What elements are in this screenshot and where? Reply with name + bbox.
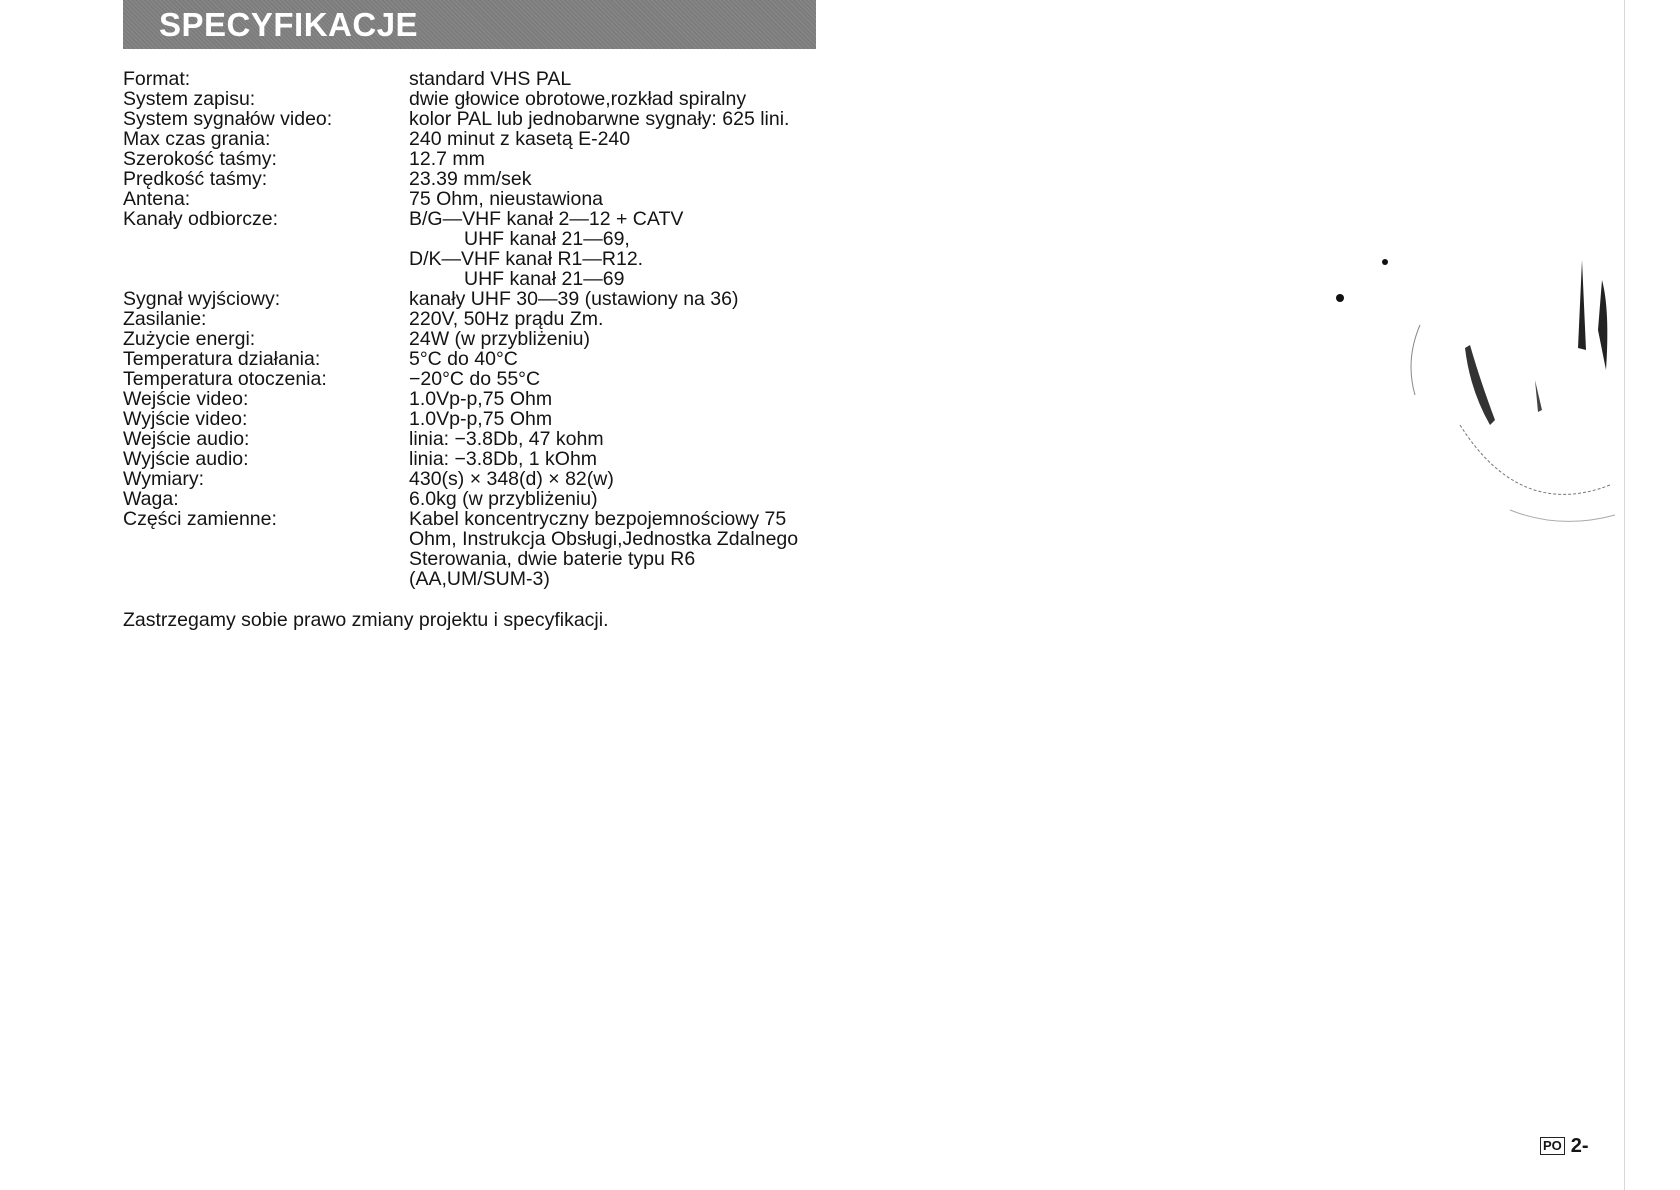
- spec-row: [123, 309, 843, 329]
- specifications-table: [123, 69, 843, 589]
- spec-row: [123, 389, 843, 409]
- spec-value-line: B/G—VHF kanał 2—12 + CATV: [409, 208, 684, 230]
- spec-label: Prędkość taśmy:: [123, 168, 268, 190]
- spec-row: [123, 449, 843, 469]
- spec-value-line: 23.39 mm/sek: [409, 168, 532, 190]
- spec-label: Części zamienne:: [123, 508, 277, 530]
- spec-label: Zasilanie:: [123, 308, 207, 330]
- page-edge-line: [1624, 0, 1625, 1190]
- spec-label: Antena:: [123, 188, 191, 210]
- spec-value: [409, 69, 843, 89]
- spec-value: [409, 389, 843, 409]
- spec-value-line: 12.7 mm: [409, 148, 485, 170]
- spec-label: Wymiary:: [123, 468, 205, 490]
- spec-value: [409, 109, 843, 129]
- language-code-badge: PO: [1540, 1137, 1565, 1155]
- spec-value-line: UHF kanał 21—69: [464, 268, 625, 290]
- spec-row: [123, 349, 843, 369]
- spec-value: [409, 369, 843, 389]
- spec-row: [123, 189, 843, 209]
- spec-label: Zużycie energi:: [123, 328, 256, 350]
- spec-value-line: 1.0Vp-p,75 Ohm: [409, 388, 553, 410]
- spec-label: Waga:: [123, 488, 179, 510]
- spec-row: [123, 169, 843, 189]
- spec-value: [409, 169, 843, 189]
- spec-value: [409, 149, 843, 169]
- spec-value-line: 430(s) × 348(d) × 82(w): [409, 468, 614, 490]
- spec-value-line: 220V, 50Hz prądu Zm.: [409, 308, 604, 330]
- spec-row: [123, 129, 843, 149]
- spec-label: Temperatura otoczenia:: [123, 368, 327, 390]
- spec-value-line: kolor PAL lub jednobarwne sygnały: 625 lini.: [409, 108, 790, 130]
- spec-value-line: 75 Ohm, nieustawiona: [409, 188, 604, 210]
- spec-value-line: Sterowania, dwie baterie typu R6: [409, 548, 696, 570]
- spec-label: Kanały odbiorcze:: [123, 208, 279, 230]
- spec-row: [123, 89, 843, 109]
- spec-value-line: kanały UHF 30—39 (ustawiony na 36): [409, 288, 739, 310]
- spec-row: [123, 429, 843, 449]
- spec-value-line: Kabel koncentryczny bezpojemnościowy 75: [409, 508, 787, 530]
- spec-label: Temperatura działania:: [123, 348, 321, 370]
- spec-value: [409, 189, 843, 209]
- spec-value: [409, 489, 843, 509]
- spec-value: [409, 469, 843, 489]
- disclaimer-text: Zastrzegamy sobie prawo zmiany projektu i specyfikacji.: [123, 609, 609, 631]
- spec-label: Szerokość taśmy:: [123, 148, 277, 170]
- spec-row: [123, 289, 843, 309]
- spec-value: [409, 349, 843, 369]
- spec-value: [409, 329, 843, 349]
- page-number: 2‑: [1570, 1135, 1589, 1157]
- spec-row: [123, 369, 843, 389]
- section-title: SPECYFIKACJE: [159, 6, 419, 43]
- spec-row: [123, 149, 843, 169]
- spec-value-line: (AA,UM/SUM-3): [409, 568, 550, 590]
- spec-row: [123, 109, 843, 129]
- spec-row: [123, 469, 843, 489]
- spec-value-line: linia: −3.8Db, 47 kohm: [409, 428, 604, 450]
- spec-label: Format:: [123, 68, 191, 90]
- spec-value-line: 6.0kg (w przybliżeniu): [409, 488, 598, 510]
- spec-value: [409, 509, 843, 589]
- page-footer: [1540, 1136, 1589, 1156]
- spec-value: [409, 129, 843, 149]
- spec-value: [409, 309, 843, 329]
- spec-value: [409, 429, 843, 449]
- spec-label: Sygnał wyjściowy:: [123, 288, 281, 310]
- spec-label: Wyjście video:: [123, 408, 248, 430]
- spec-value-line: Ohm, Instrukcja Obsługi,Jednostka Zdalnego: [409, 528, 799, 550]
- spec-value-line: 5°C do 40°C: [409, 348, 518, 370]
- spec-row: [123, 509, 843, 589]
- spec-value-line: 1.0Vp-p,75 Ohm: [409, 408, 553, 430]
- section-header-bar: [123, 0, 816, 49]
- spec-value-line: UHF kanał 21—69,: [464, 228, 630, 250]
- scan-artifact-marks: [1320, 230, 1630, 550]
- spec-value: [409, 289, 843, 309]
- spec-value: [409, 209, 843, 289]
- spec-value-line: dwie głowice obrotowe,rozkład spiralny: [409, 88, 747, 110]
- spec-label: System zapisu:: [123, 88, 256, 110]
- spec-label: Wejście audio:: [123, 428, 250, 450]
- spec-row: [123, 209, 843, 289]
- spec-value-line: −20°C do 55°C: [409, 368, 541, 390]
- spec-row: [123, 69, 843, 89]
- spec-value: [409, 409, 843, 429]
- spec-value-line: linia: −3.8Db, 1 kOhm: [409, 448, 598, 470]
- spec-label: Wejście video:: [123, 388, 249, 410]
- spec-row: [123, 409, 843, 429]
- spec-value-line: standard VHS PAL: [409, 68, 572, 90]
- spec-row: [123, 489, 843, 509]
- spec-value: [409, 89, 843, 109]
- spec-label: System sygnałów video:: [123, 108, 333, 130]
- spec-value-line: 240 minut z kasetą E-240: [409, 128, 631, 150]
- spec-row: [123, 329, 843, 349]
- spec-label: Max czas grania:: [123, 128, 271, 150]
- spec-value-line: 24W (w przybliżeniu): [409, 328, 590, 350]
- spec-label: Wyjście audio:: [123, 448, 249, 470]
- spec-value-line: D/K—VHF kanał R1—R12.: [409, 248, 644, 270]
- spec-value: [409, 449, 843, 469]
